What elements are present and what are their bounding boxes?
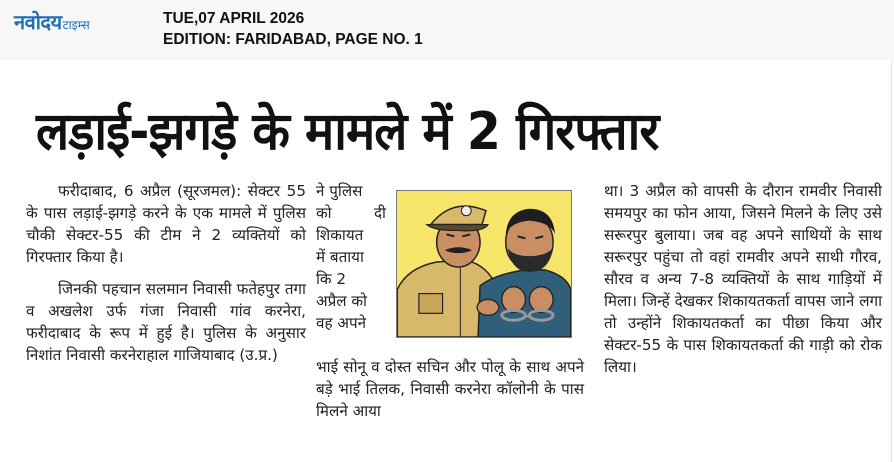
edition-info	[163, 8, 423, 50]
article-column-2-wide: भाई सोनू व दोस्त सचिन और पोलू के साथ अपने बड़े भाई तिलक, निवासी करनेरा कॉलोनी के पास मिलने आया	[316, 358, 584, 420]
article-column-1	[26, 180, 306, 366]
article-column-3: था। 3 अप्रैल को वापसी के दौरान रामवीर निवासी समयपुर का फोन आया, जिसने मिलने के लिए उसे सरूरपुर बुलाया। जब वह अपने साथियों के साथ सरूरपुर पहुंचा तो वहां रामवीर अपने साथी गौरव, सौरव व अन्य 7-8 व्यक्तियों के साथ गाड़ियों में मिला। जिन्हें देखकर शिकायतकर्ता वापस जाने लगा तो उन्होंने शिकायतकर्ता का पीछा किया और सेक्टर-55 के पास शिकायतकर्ता की गाड़ी को रोक लिया।	[604, 182, 882, 376]
article-column-2-narrow	[316, 180, 386, 334]
column-2-line: वह अपने	[316, 314, 366, 332]
article-photo[interactable]	[396, 190, 572, 338]
date-line: TUE,07 APRIL 2026	[163, 10, 305, 27]
logo-main-text: नवोदय	[14, 10, 62, 34]
logo-sub-text: टाइम्स	[62, 18, 90, 32]
column-2-line: शिकायत	[316, 226, 364, 244]
column-2-line: को दी	[316, 204, 386, 222]
newspaper-logo[interactable]	[14, 8, 90, 34]
column-2-line: ने पुलिस	[316, 182, 363, 200]
top-bar	[0, 0, 894, 60]
column-2-line: कि 2	[316, 270, 347, 288]
column-2-line: में बताया	[316, 248, 364, 266]
article-headline: लड़ाई-झगड़े के मामले में 2 गिरफ्तार	[36, 102, 659, 162]
page-edge-rule	[891, 60, 892, 462]
edition-line: EDITION: FARIDABAD, PAGE NO. 1	[163, 31, 423, 48]
arrest-illustration-icon	[397, 191, 571, 337]
paragraph-1: फरीदाबाद, 6 अप्रैल (सूरजमल): सेक्टर 55 के पास लड़ाई-झगड़े करने के एक मामले में पुलिस चौकी सेक्टर-55 की टीम ने 2 व्यक्तियों को गिरफ्तार किया है।	[26, 182, 306, 266]
column-2-line: अप्रैल को	[316, 292, 367, 310]
paragraph-2: जिनकी पहचान सलमान निवासी फतेहपुर तगा व अखलेश उर्फ गंजा निवासी गांव करनेरा, फरीदाबाद के रूप में हुई है। पुलिस के अनुसार निशांत निवासी करनेराहाल गाजियाबाद (उ.प्र.)	[26, 280, 306, 364]
